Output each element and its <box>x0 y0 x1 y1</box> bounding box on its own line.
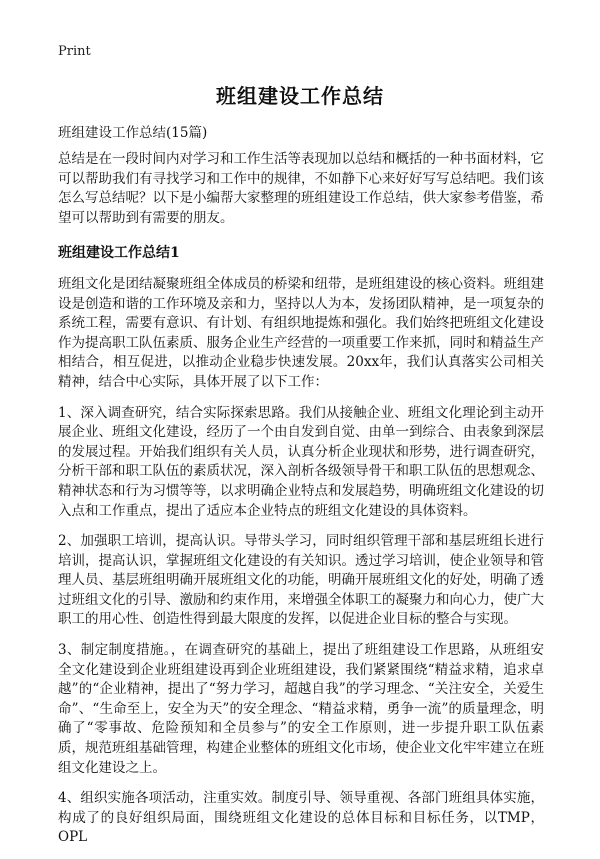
print-link[interactable]: Print <box>58 44 91 59</box>
document-subtitle: 班组建设工作总结(15篇) <box>58 125 208 141</box>
body-paragraph: 4、组织实施各项活动，注重实效。制度引导、领导重视、各部门班组具体实施，构成了的良好组织局面，围绕班组文化建设的总体目标和目标任务，以TMP，OPL <box>58 790 544 846</box>
intro-paragraph: 总结是在一段时间内对学习和工作生活等表现加以总结和概括的一种书面材料，它可以帮助我们有寻找学习和工作中的规律，不如静下心来好好写写总结吧。我们该怎么写总结呢？以下是小编帮大家整理的班组建设工作总结，供大家参考借鉴，希望可以帮助到有需要的朋友。 <box>58 151 544 226</box>
body-paragraph: 班组文化是团结凝聚班组全体成员的桥梁和纽带，是班组建设的核心资料。班组建设是创造和谐的工作环境及亲和力，坚持以人为本，发扬团队精神，是一项复杂的系统工程，需要有意识、有计划、有组织地提炼和强化。我们始终把班组文化建设作为提高职工队伍素质、服务企业生产经营的一项重要工作来抓，同时和精益生产相结合，相互促进，以推动企业稳步快速发展。20xx年，我们认真落实公司相关精神，结合中心实际，具体开展了以下工作： <box>58 275 544 390</box>
document-body <box>58 150 544 859</box>
section-heading: 班组建设工作总结1 <box>58 245 180 262</box>
page-title: 班组建设工作总结 <box>216 84 384 108</box>
body-paragraph: 2、加强职工培训，提高认识。导带头学习，同时组织管理干部和基层班组长进行培训，提高认识，掌握班组文化建设的有关知识。透过学习培训，使企业领导和管理人员、基层班组明确开展班组文化的功能，明确开展班组文化的好处，明确了透过班组文化的引导、激励和约束作用，来增强全体职工的凝聚力和向心力，使广大职工的用心性、创造性得到最大限度的发挥，以促进企业目标的整合与实现。 <box>58 533 544 628</box>
body-paragraph: 3、制定制度措施。，在调查研究的基础上，提出了班组建设工作思路，从班组安全文化建设到企业班组建设再到企业班组建设，我们紧紧围绕“精益求精，追求卓越”的“企业精神，提出了“努力学习，超越自我”的学习理念、“关注安全，关爱生命”、“生命至上，安全为天”的安全理念、“精益求精，勇争一流”的质量理念，明确了“零事故、危险预知和全员参与”的安全工作原则，进一步提升职工队伍素质，规范班组基础管理，构建企业整体的班组文化市场，使企业文化牢牢建立在班组文化建设之上。 <box>58 642 544 776</box>
body-paragraph: 1、深入调查研究，结合实际探索思路。我们从接触企业、班组文化理论到主动开展企业、班组文化建设，经历了一个由自发到自觉、由单一到综合、由表象到深层的发展过程。开始我们组织有关人员，认真分析企业现状和形势，进行调查研究，分析干部和职工队伍的素质状况，深入剖析各级领导骨干和职工队伍的思想观念、精神状态和行为习惯等等，以求明确企业特点和发展趋势，明确班组文化建设的切入点和工作重点，提出了适应本企业特点的班组文化建设的具体资料。 <box>58 404 544 519</box>
